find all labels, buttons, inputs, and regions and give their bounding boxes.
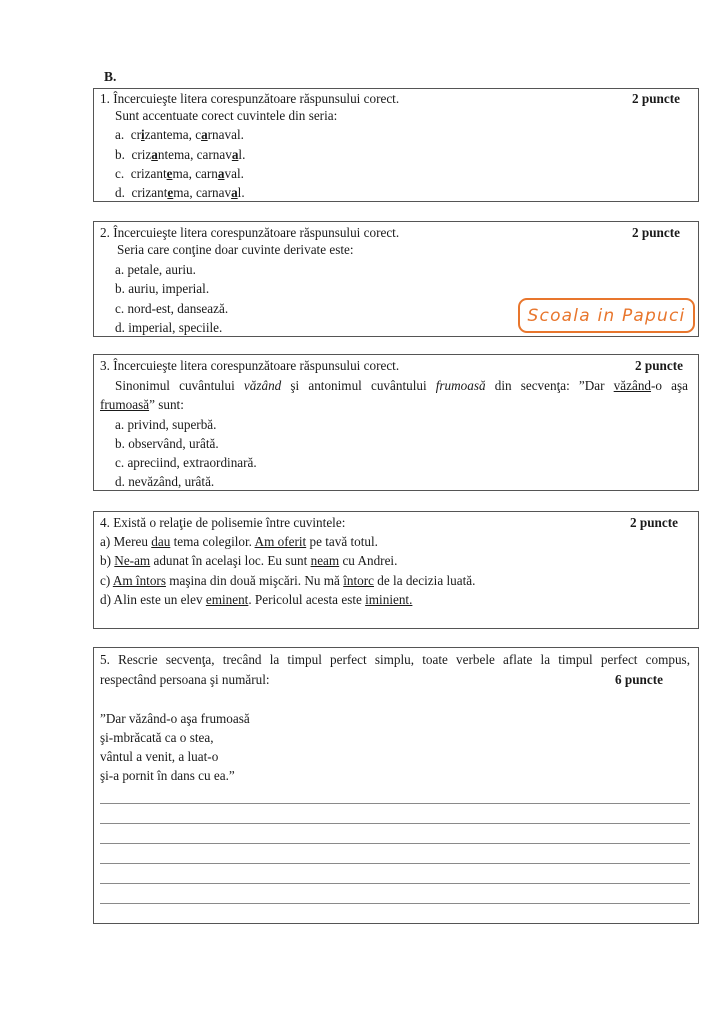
q4-option-d: d) Alin este un elev eminent. Pericolul acesta este iminient. bbox=[100, 592, 413, 607]
q1-option-a: a. crizantema, carnaval. bbox=[115, 127, 244, 142]
q3-option-a: a. privind, superbă. bbox=[115, 417, 217, 432]
q1-option-b: b. crizantema, carnaval. bbox=[115, 147, 246, 162]
q3-option-b: b. observând, urâtă. bbox=[115, 436, 219, 451]
q3-stem-line-2: frumoasă” sunt: bbox=[100, 397, 184, 412]
answer-line[interactable] bbox=[100, 883, 690, 884]
q5-poem-line-4: şi-a pornit în dans cu ea.” bbox=[100, 768, 235, 783]
q1-stem: Sunt accentuate corect cuvintele din seria: bbox=[115, 108, 338, 123]
q5-prompt-line-1: 5. Rescrie secvenţa, trecând la timpul perfect simplu, toate verbele aflate la timpul perfect compus, bbox=[100, 652, 690, 667]
q4-points: 2 puncte bbox=[630, 515, 678, 530]
watermark-stamp: Scoala in Papuci bbox=[518, 298, 695, 333]
q3-points: 2 puncte bbox=[635, 358, 683, 373]
q2-option-b: b. auriu, imperial. bbox=[115, 281, 210, 296]
q2-prompt: 2. Încercuieşte litera corespunzătoare răspunsului corect. bbox=[100, 225, 400, 240]
section-label: B. bbox=[104, 69, 117, 84]
q1-option-d: d. crizantema, carnaval. bbox=[115, 185, 245, 200]
answer-line[interactable] bbox=[100, 823, 690, 824]
q5-poem-line-1: ”Dar văzând-o aşa frumoasă bbox=[100, 711, 250, 726]
q2-option-a: a. petale, auriu. bbox=[115, 262, 196, 277]
q2-option-d: d. imperial, speciile. bbox=[115, 320, 223, 335]
q5-poem-line-3: vântul a venit, a luat-o bbox=[100, 749, 219, 764]
q1-prompt: 1. Încercuieşte litera corespunzătoare răspunsului corect. bbox=[100, 91, 400, 106]
answer-line[interactable] bbox=[100, 803, 690, 804]
answer-line[interactable] bbox=[100, 903, 690, 904]
q3-option-c: c. apreciind, extraordinară. bbox=[115, 455, 257, 470]
q3-stem-line-1: Sinonimul cuvântului văzând şi antonimul cuvântului frumoasă din secvenţa: ”Dar văzând-o aşa bbox=[115, 378, 688, 393]
q4-option-c: c) Am întors maşina din două mişcări. Nu mă întorc de la decizia luată. bbox=[100, 573, 476, 588]
q3-option-d: d. nevăzând, urâtă. bbox=[115, 474, 215, 489]
q2-stem: Seria care conţine doar cuvinte derivate este: bbox=[117, 242, 354, 257]
answer-line[interactable] bbox=[100, 843, 690, 844]
q5-prompt-line-2: respectând persoana şi numărul: bbox=[100, 672, 270, 687]
q4-option-b: b) Ne-am adunat în acelaşi loc. Eu sunt neam cu Andrei. bbox=[100, 553, 398, 568]
q1-option-c: c. crizantema, carnaval. bbox=[115, 166, 244, 181]
q4-option-a: a) Mereu dau tema colegilor. Am oferit pe tavă totul. bbox=[100, 534, 378, 549]
q5-points: 6 puncte bbox=[615, 672, 663, 687]
q2-option-c: c. nord-est, dansează. bbox=[115, 301, 229, 316]
q4-prompt: 4. Există o relaţie de polisemie între cuvintele: bbox=[100, 515, 346, 530]
answer-line[interactable] bbox=[100, 863, 690, 864]
q1-points: 2 puncte bbox=[632, 91, 680, 106]
q2-points: 2 puncte bbox=[632, 225, 680, 240]
q3-prompt: 3. Încercuieşte litera corespunzătoare răspunsului corect. bbox=[100, 358, 400, 373]
q5-poem-line-2: şi-mbrăcată ca o stea, bbox=[100, 730, 214, 745]
